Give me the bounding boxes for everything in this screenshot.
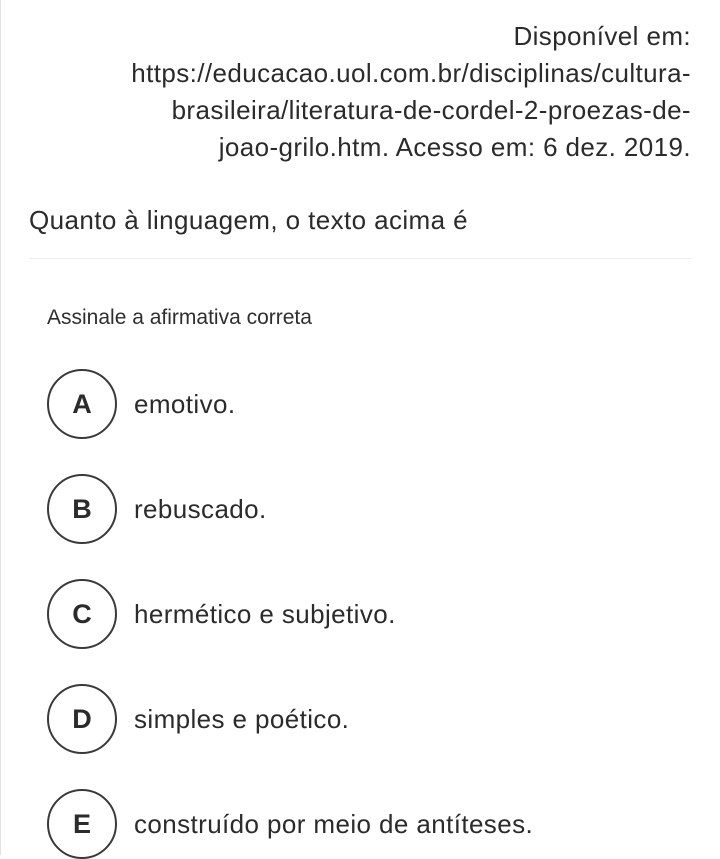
source-citation bbox=[21, 18, 691, 166]
option-a[interactable] bbox=[47, 369, 235, 439]
source-line: Disponível em: bbox=[513, 21, 691, 51]
divider bbox=[29, 258, 692, 259]
option-letter-circle[interactable]: E bbox=[47, 789, 117, 859]
instruction-text: Assinale a afirmativa correta bbox=[47, 306, 312, 329]
option-text[interactable]: emotivo. bbox=[134, 388, 236, 419]
question-text: Quanto à linguagem, o texto acima é bbox=[29, 205, 468, 235]
option-b[interactable] bbox=[47, 474, 267, 544]
option-text[interactable]: rebuscado. bbox=[134, 493, 267, 524]
option-d[interactable] bbox=[47, 684, 349, 754]
source-line: https://educacao.uol.com.br/disciplinas/cultura- bbox=[131, 58, 691, 88]
option-text[interactable]: simples e poético. bbox=[134, 703, 350, 734]
option-text[interactable]: hermético e subjetivo. bbox=[134, 598, 396, 629]
option-letter-circle[interactable]: A bbox=[47, 369, 117, 439]
option-c[interactable] bbox=[47, 579, 396, 649]
source-line: brasileira/literatura-de-cordel-2-proezas-de- bbox=[171, 95, 691, 125]
source-line: joao-grilo.htm. Acesso em: 6 dez. 2019. bbox=[218, 132, 691, 162]
option-letter-circle[interactable]: C bbox=[47, 579, 117, 649]
left-border bbox=[0, 0, 1, 855]
option-text[interactable]: construído por meio de antíteses. bbox=[134, 808, 534, 839]
option-letter-circle[interactable]: D bbox=[47, 684, 117, 754]
option-letter-circle[interactable]: B bbox=[47, 474, 117, 544]
option-e[interactable] bbox=[47, 789, 533, 859]
